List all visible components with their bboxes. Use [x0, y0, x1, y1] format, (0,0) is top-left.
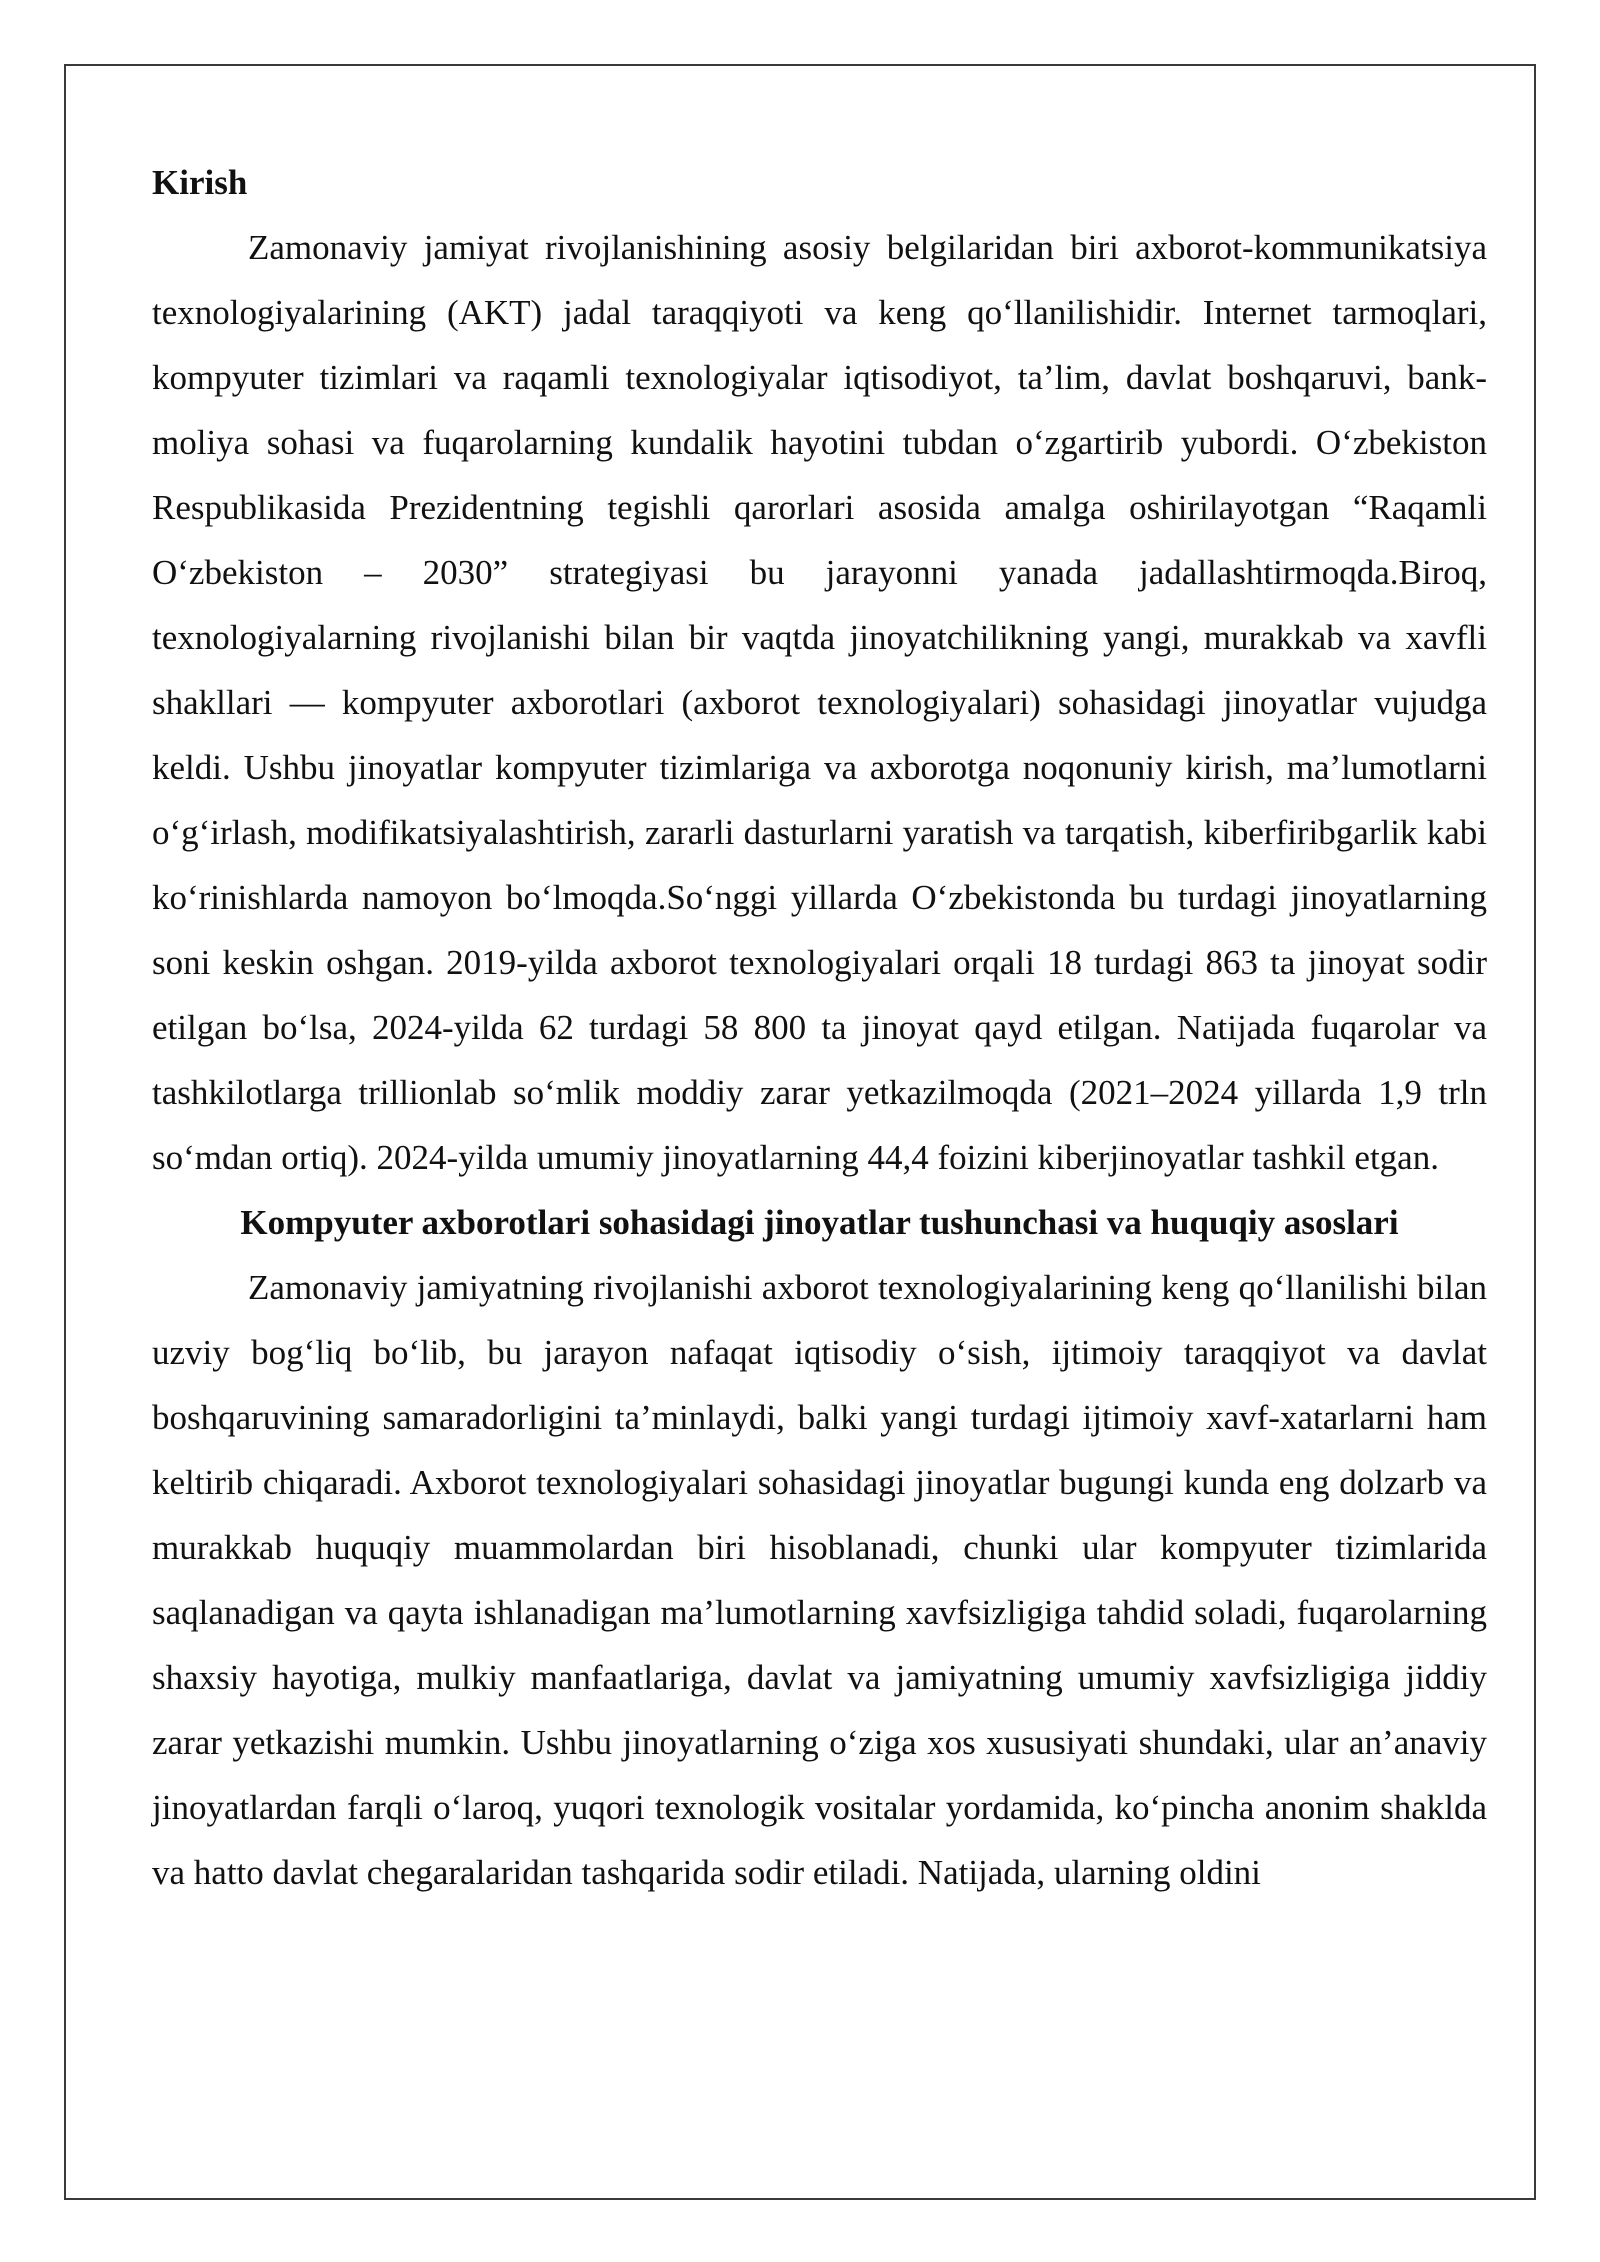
section-heading-introduction: Kirish	[152, 163, 248, 202]
legal-basis-paragraph: Zamonaviy jamiyatning rivojlanishi axborot texnologiyalarining keng qo‘llanilishi bilan uzviy bog‘liq bo‘lib, bu jarayon nafaqat iqtisodiy o‘sish, ijtimoiy taraqqiyot va davlat boshqaruvining samaradorligini ta’minlaydi, balki yangi turdagi ijtimoiy xavf-xatarlarni ham keltirib chiqaradi. Axborot texnologiyalari sohasidagi jinoyatlar bugungi kunda eng dolzarb va murakkab huquqiy muammolardan biri hisoblanadi, chunki ular kompyuter tizimlarida saqlanadigan va qayta ishlanadigan ma’lumotlarning xavfsizligiga tahdid soladi, fuqarolarning shaxsiy hayotiga, mulkiy manfaatlariga, davlat va jamiyatning umumiy xavfsizligiga jiddiy zarar yetkazishi mumkin. Ushbu jinoyatlarning o‘ziga xos xususiyati shundaki, ular an’anaviy jinoyatlardan farqli o‘laroq, yuqori texnologik vositalar yordamida, ko‘pincha anonim shaklda va hatto davlat chegaralaridan tashqarida sodir etiladi. Natijada, ularning oldini	[152, 1268, 1487, 1892]
introduction-paragraph: Zamonaviy jamiyat rivojlanishining asosiy belgilaridan biri axborot-kommunikatsiya texnologiyalarining (AKT) jadal taraqqiyoti va keng qo‘llanilishidir. Internet tarmoqlari, kompyuter tizimlari va raqamli texnologiyalar iqtisodiyot, ta’lim, davlat boshqaruvi, bank-moliya sohasi va fuqarolarning kundalik hayotini tubdan o‘zgartirib yubordi. O‘zbekiston Respublikasida Prezidentning tegishli qarorlari asosida amalga oshirilayotgan “Raqamli O‘zbekiston – 2030” strategiyasi bu jarayonni yanada jadallashtirmoqda.Biroq, texnologiyalarning rivojlanishi bilan bir vaqtda jinoyatchilikning yangi, murakkab va xavfli shakllari — kompyuter axborotlari (axborot texnologiyalari) sohasidagi jinoyatlar vujudga keldi. Ushbu jinoyatlar kompyuter tizimlariga va axborotga noqonuniy kirish, ma’lumotlarni o‘g‘irlash, modifikatsiyalashtirish, zararli dasturlarni yaratish va tarqatish, kiberfiribgarlik kabi ko‘rinishlarda namoyon bo‘lmoqda.So‘nggi yillarda O‘zbekistonda bu turdagi jinoyatlarning soni keskin oshgan. 2019-yilda axborot texnologiyalari orqali 18 turdagi 863 ta jinoyat sodir etilgan bo‘lsa, 2024-yilda 62 turdagi 58 800 ta jinoyat qayd etilgan. Natijada fuqarolar va tashkilotlarga trillionlab so‘mlik moddiy zarar yetkazilmoqda (2021–2024 yillarda 1,9 trln so‘mdan ortiq). 2024-yilda umumiy jinoyatlarning 44,4 foizini kiberjinoyatlar tashkil etgan.	[152, 228, 1487, 1177]
document-body	[152, 140, 1487, 1905]
section-heading-legal-basis: Kompyuter axborotlari sohasidagi jinoyatlar tushunchasi va huquqiy asoslari	[240, 1203, 1399, 1242]
